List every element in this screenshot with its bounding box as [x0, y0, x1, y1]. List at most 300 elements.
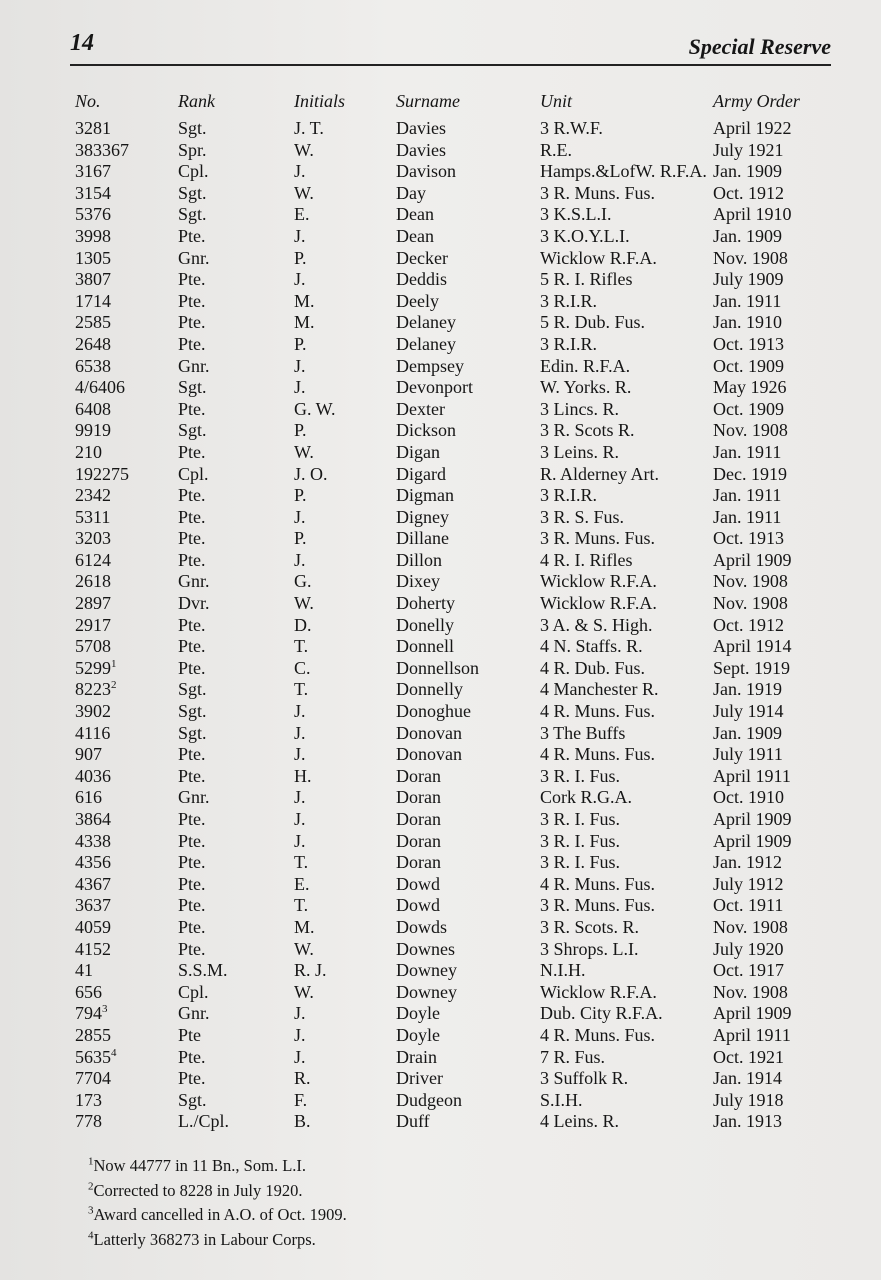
- cell-unit: Wicklow R.F.A.: [540, 571, 657, 592]
- table-row: [0, 226, 881, 248]
- cell-number: [75, 312, 111, 334]
- cell-unit: 3 A. & S. High.: [540, 614, 653, 635]
- cell-initials: E.: [294, 873, 310, 894]
- cell-surname: Dixey: [396, 571, 440, 592]
- cell-surname: Dexter: [396, 398, 445, 419]
- cell-number: [75, 334, 111, 356]
- column-header-initials: Initials: [294, 91, 346, 111]
- cell-number: [75, 917, 111, 939]
- cell-number-text: 4/6406: [75, 377, 126, 398]
- cell-unit: 3 R. I. Fus.: [540, 809, 621, 829]
- cell-initials: J.: [294, 1003, 306, 1024]
- cell-unit: R. Alderney Art.: [540, 463, 659, 484]
- cell-number-text: 2855: [75, 1024, 111, 1045]
- cell-surname: Dillane: [396, 528, 449, 549]
- cell-surname: Donnelly: [396, 679, 463, 700]
- cell-unit: Wicklow R.F.A.: [540, 593, 657, 614]
- cell-rank: Cpl.: [178, 161, 209, 182]
- cell-initials: E.: [294, 204, 310, 225]
- table-row: [0, 593, 881, 615]
- cell-initials: J. T.: [294, 118, 324, 138]
- cell-army-order: Oct. 1913: [713, 333, 784, 354]
- cell-rank: Pte.: [178, 485, 206, 506]
- footnote-text: Corrected to 8228 in July 1920.: [93, 1180, 303, 1200]
- cell-army-order: Nov. 1908: [713, 247, 788, 268]
- cell-surname: Dickson: [396, 420, 456, 441]
- cell-number-text: 1305: [75, 247, 111, 268]
- cell-surname: Doyle: [396, 1003, 440, 1024]
- cell-number: [75, 550, 111, 572]
- table-row: [0, 485, 881, 507]
- cell-army-order: Jan. 1909: [713, 225, 782, 246]
- section-title: Special Reserve: [688, 34, 831, 59]
- cell-unit: 3 R. Muns. Fus.: [540, 895, 656, 916]
- cell-number-text: 3154: [75, 182, 111, 203]
- cell-number-text: 9919: [75, 420, 111, 441]
- table-row: [0, 744, 881, 766]
- table-row: [0, 1047, 881, 1069]
- cell-number-text: 3902: [75, 701, 111, 722]
- cell-unit: 3 R. I. Fus.: [540, 830, 621, 851]
- cell-rank: Pte.: [178, 744, 206, 765]
- cell-unit: Dub. City R.F.A.: [540, 1003, 663, 1024]
- cell-number-text: 173: [75, 1089, 102, 1110]
- cell-rank: Spr.: [178, 139, 207, 160]
- cell-rank: Gnr.: [178, 355, 210, 376]
- table-row: [0, 939, 881, 961]
- cell-rank: Sgt.: [178, 204, 207, 225]
- cell-initials: W.: [294, 981, 314, 1002]
- cell-initials: J.: [294, 506, 306, 527]
- cell-army-order: Oct. 1921: [713, 1046, 784, 1067]
- cell-rank: Cpl.: [178, 981, 209, 1002]
- cell-initials: W.: [294, 938, 314, 959]
- cell-army-order: Oct. 1909: [713, 355, 784, 376]
- cell-initials: P.: [294, 333, 307, 354]
- table-row: [0, 615, 881, 637]
- cell-number-text: 907: [75, 744, 102, 765]
- cell-unit: 3 R. I. Fus.: [540, 852, 621, 873]
- cell-army-order: Nov. 1908: [713, 420, 788, 441]
- cell-number: [75, 701, 111, 723]
- cell-number: [75, 1025, 111, 1047]
- cell-surname: Delaney: [396, 312, 456, 333]
- cell-surname: Donovan: [396, 722, 462, 743]
- cell-army-order: Jan. 1909: [713, 161, 782, 182]
- cell-initials: T.: [294, 679, 309, 700]
- cell-unit: 3 R.I.R.: [540, 485, 598, 506]
- cell-number-text: 794: [75, 1003, 102, 1024]
- cell-unit: 4 R. Muns. Fus.: [540, 744, 656, 765]
- cell-army-order: April 1914: [713, 636, 792, 657]
- cell-unit: 3 Lincs. R.: [540, 398, 619, 419]
- cell-army-order: April 1909: [713, 809, 792, 829]
- cell-initials: C.: [294, 657, 311, 678]
- cell-initials: P.: [294, 420, 307, 441]
- cell-initials: R. J.: [294, 960, 327, 981]
- footnote-mark: 1: [88, 1155, 94, 1168]
- cell-army-order: Oct. 1913: [713, 528, 784, 549]
- cell-rank: Pte.: [178, 873, 206, 894]
- cell-unit: 3 R.W.F.: [540, 118, 603, 138]
- table-row: [0, 420, 881, 442]
- cell-number-text: 4338: [75, 830, 111, 851]
- cell-surname: Donnellson: [396, 657, 479, 678]
- cell-initials: P.: [294, 247, 307, 268]
- cell-number-text: 5376: [75, 204, 111, 225]
- footnote: [88, 1179, 347, 1204]
- table-row: [0, 658, 881, 680]
- cell-initials: B.: [294, 1111, 311, 1132]
- cell-initials: J. O.: [294, 463, 328, 484]
- cell-initials: P.: [294, 528, 307, 549]
- cell-number-text: 4152: [75, 938, 111, 959]
- table-row: [0, 831, 881, 853]
- cell-initials: W.: [294, 182, 314, 203]
- table-row: [0, 334, 881, 356]
- cell-unit: 4 N. Staffs. R.: [540, 636, 643, 657]
- cell-number: [75, 507, 110, 529]
- cell-surname: Digman: [396, 485, 454, 506]
- cell-surname: Downes: [396, 938, 455, 959]
- cell-surname: Downey: [396, 981, 457, 1002]
- cell-number-text: 8223: [75, 679, 111, 700]
- table-row: [0, 528, 881, 550]
- cell-surname: Dowd: [396, 895, 440, 916]
- column-header-unit: Unit: [540, 91, 573, 111]
- cell-number-text: 383367: [75, 139, 129, 160]
- cell-surname: Devonport: [396, 377, 473, 398]
- cell-rank: Pte.: [178, 549, 206, 570]
- table-row: [0, 377, 881, 399]
- cell-surname: Delaney: [396, 333, 456, 354]
- cell-number-text: 210: [75, 441, 102, 462]
- cell-rank: Pte.: [178, 528, 206, 549]
- cell-number: [75, 1111, 102, 1133]
- cell-number-text: 3864: [75, 809, 111, 829]
- cell-surname: Deely: [396, 290, 439, 311]
- cell-number-text: 4059: [75, 916, 111, 937]
- table-row: [0, 204, 881, 226]
- footnote: [88, 1203, 347, 1228]
- cell-unit: 5 R. I. Rifles: [540, 269, 633, 290]
- table-row: [0, 161, 881, 183]
- cell-rank: S.S.M.: [178, 960, 228, 981]
- cell-rank: L./Cpl.: [178, 1111, 230, 1132]
- footnote-marker: 2: [111, 679, 117, 692]
- cell-rank: Sgt.: [178, 1089, 207, 1110]
- cell-army-order: Oct. 1909: [713, 398, 784, 419]
- table-row: [0, 787, 881, 809]
- cell-army-order: Dec. 1919: [713, 463, 787, 484]
- cell-unit: 3 K.S.L.I.: [540, 204, 612, 225]
- cell-number: [75, 744, 102, 766]
- header-rule: [70, 64, 831, 66]
- cell-initials: H.: [294, 765, 312, 786]
- footnotes: [88, 1154, 347, 1252]
- cell-army-order: Nov. 1908: [713, 916, 788, 937]
- cell-number-text: 3167: [75, 161, 111, 182]
- cell-initials: G. W.: [294, 398, 336, 419]
- cell-initials: W.: [294, 139, 314, 160]
- cell-army-order: Sept. 1919: [713, 657, 791, 678]
- cell-number: [75, 679, 117, 701]
- cell-army-order: Jan. 1911: [713, 506, 782, 527]
- cell-army-order: Jan. 1911: [713, 485, 782, 506]
- cell-army-order: April 1911: [713, 1024, 791, 1045]
- cell-army-order: Jan. 1913: [713, 1111, 782, 1132]
- cell-number: [75, 140, 129, 162]
- cell-initials: G.: [294, 571, 312, 592]
- table-row: [0, 442, 881, 464]
- cell-initials: J.: [294, 830, 306, 851]
- cell-army-order: July 1918: [713, 1089, 784, 1110]
- cell-initials: T.: [294, 852, 309, 873]
- cell-unit: 4 R. Dub. Fus.: [540, 657, 646, 678]
- table-row: [0, 118, 881, 140]
- cell-army-order: July 1909: [713, 269, 784, 290]
- table-row: [0, 1111, 881, 1133]
- footnote-text: Latterly 368273 in Labour Corps.: [93, 1229, 316, 1249]
- cell-rank: Sgt.: [178, 722, 207, 743]
- cell-rank: Pte.: [178, 312, 206, 333]
- cell-surname: Donovan: [396, 744, 462, 765]
- table-row: [0, 1025, 881, 1047]
- cell-rank: Gnr.: [178, 247, 210, 268]
- cell-number: [75, 420, 111, 442]
- cell-number: [75, 204, 111, 226]
- cell-surname: Digan: [396, 441, 440, 462]
- cell-initials: J.: [294, 809, 306, 829]
- cell-unit: R.E.: [540, 139, 573, 160]
- cell-number-text: 41: [75, 960, 93, 981]
- table-row: [0, 679, 881, 701]
- cell-number-text: 6408: [75, 398, 111, 419]
- cell-army-order: April 1911: [713, 765, 791, 786]
- cell-unit: 4 Leins. R.: [540, 1111, 619, 1132]
- footnote-mark: 2: [88, 1180, 94, 1192]
- cell-number: [75, 615, 111, 637]
- cell-number: [75, 291, 111, 313]
- table-row: [0, 140, 881, 162]
- table-row: [0, 895, 881, 917]
- cell-number: [75, 809, 111, 831]
- cell-number: [75, 485, 111, 507]
- cell-surname: Digney: [396, 506, 449, 527]
- cell-army-order: April 1922: [713, 118, 792, 138]
- cell-army-order: Oct. 1912: [713, 614, 784, 635]
- cell-rank: Gnr.: [178, 1003, 210, 1024]
- cell-unit: S.I.H.: [540, 1089, 583, 1110]
- cell-rank: Pte.: [178, 636, 206, 657]
- cell-surname: Doran: [396, 852, 441, 873]
- cell-initials: D.: [294, 614, 312, 635]
- table-row: [0, 464, 881, 486]
- cell-number-text: 6538: [75, 355, 111, 376]
- cell-initials: W.: [294, 441, 314, 462]
- cell-number: [75, 852, 111, 874]
- cell-army-order: Jan. 1911: [713, 290, 782, 311]
- cell-rank: Sgt.: [178, 377, 207, 398]
- cell-number-text: 2585: [75, 312, 111, 333]
- cell-unit: 4 R. Muns. Fus.: [540, 701, 656, 722]
- table-row: [0, 723, 881, 745]
- cell-initials: T.: [294, 636, 309, 657]
- cell-army-order: April 1909: [713, 1003, 792, 1024]
- cell-initials: J.: [294, 269, 306, 290]
- table-row: [0, 183, 881, 205]
- cell-initials: J.: [294, 225, 306, 246]
- cell-unit: Wicklow R.F.A.: [540, 247, 657, 268]
- cell-army-order: Jan. 1910: [713, 312, 782, 333]
- footnote-text: Award cancelled in A.O. of Oct. 1909.: [93, 1205, 347, 1224]
- cell-rank: Pte: [178, 1024, 202, 1045]
- footnote: [88, 1228, 347, 1253]
- cell-rank: Pte.: [178, 225, 206, 246]
- cell-initials: P.: [294, 485, 307, 506]
- cell-army-order: Jan. 1909: [713, 722, 782, 743]
- cell-number-text: 2648: [75, 333, 111, 354]
- cell-army-order: July 1921: [713, 139, 784, 160]
- cell-army-order: April 1909: [713, 830, 792, 851]
- table-row: [0, 291, 881, 313]
- cell-initials: J.: [294, 549, 306, 570]
- cell-initials: M.: [294, 290, 315, 311]
- cell-surname: Drain: [396, 1046, 437, 1067]
- cell-number: [75, 1047, 117, 1069]
- table-row: [0, 269, 881, 291]
- cell-rank: Pte.: [178, 506, 206, 527]
- footnote-mark: 4: [88, 1229, 94, 1241]
- cell-number-text: 5708: [75, 636, 111, 657]
- cell-number-text: 4356: [75, 852, 111, 873]
- column-header-no: No.: [75, 91, 101, 111]
- cell-unit: Hamps.&LofW. R.F.A.: [540, 161, 707, 182]
- cell-unit: 4 R. I. Rifles: [540, 549, 633, 570]
- cell-surname: Davies: [396, 139, 446, 160]
- cell-surname: Donoghue: [396, 701, 471, 722]
- cell-army-order: Nov. 1908: [713, 981, 788, 1002]
- cell-number: [75, 658, 117, 680]
- cell-number-text: 5635: [75, 1046, 111, 1067]
- cell-unit: 4 R. Muns. Fus.: [540, 873, 656, 894]
- cell-number-text: 3203: [75, 528, 111, 549]
- cell-unit: 3 Shrops. L.I.: [540, 938, 639, 959]
- cell-rank: Pte.: [178, 657, 206, 678]
- cell-rank: Pte.: [178, 1046, 206, 1067]
- cell-surname: Doran: [396, 830, 441, 851]
- cell-number: [75, 248, 111, 270]
- cell-number: [75, 939, 111, 961]
- cell-surname: Doherty: [396, 593, 455, 614]
- cell-surname: Dean: [396, 204, 434, 225]
- footnote: [88, 1154, 347, 1179]
- cell-unit: 3 R. Muns. Fus.: [540, 528, 656, 549]
- cell-number-text: 3637: [75, 895, 111, 916]
- table-row: [0, 1003, 881, 1025]
- cell-unit: 3 R. I. Fus.: [540, 765, 621, 786]
- cell-number: [75, 895, 111, 917]
- cell-number: [75, 528, 111, 550]
- cell-unit: Wicklow R.F.A.: [540, 981, 657, 1002]
- cell-surname: Doran: [396, 809, 441, 829]
- cell-initials: J.: [294, 1046, 306, 1067]
- footnote-marker: 1: [111, 657, 117, 670]
- column-header-rank: Rank: [178, 91, 215, 111]
- cell-number-text: 7704: [75, 1068, 111, 1089]
- cell-initials: J.: [294, 355, 306, 376]
- cell-unit: 3 Leins. R.: [540, 441, 619, 462]
- table-row: [0, 399, 881, 421]
- page-number: 14: [70, 30, 94, 56]
- table-row: [0, 1068, 881, 1090]
- cell-number: [75, 831, 111, 853]
- cell-number: [75, 226, 111, 248]
- cell-number: [75, 1003, 108, 1025]
- cell-number-text: 3281: [75, 118, 111, 138]
- cell-number: [75, 636, 111, 658]
- footnote-marker: 4: [111, 1046, 117, 1059]
- cell-rank: Sgt.: [178, 420, 207, 441]
- cell-rank: Pte.: [178, 895, 206, 916]
- cell-army-order: July 1912: [713, 873, 784, 894]
- cell-surname: Dillon: [396, 549, 443, 570]
- cell-rank: Cpl.: [178, 463, 209, 484]
- table-row: [0, 960, 881, 982]
- cell-rank: Pte.: [178, 938, 206, 959]
- cell-number: [75, 118, 111, 140]
- cell-unit: 4 R. Muns. Fus.: [540, 1024, 656, 1045]
- cell-surname: Dudgeon: [396, 1089, 462, 1110]
- cell-surname: Day: [396, 182, 426, 203]
- cell-number-text: 2917: [75, 614, 111, 635]
- cell-army-order: Oct. 1911: [713, 895, 784, 916]
- cell-number-text: 3998: [75, 225, 111, 246]
- cell-unit: 3 R.I.R.: [540, 290, 598, 311]
- cell-army-order: Nov. 1908: [713, 571, 788, 592]
- table-row: [0, 852, 881, 874]
- cell-initials: T.: [294, 895, 309, 916]
- cell-surname: Dean: [396, 225, 434, 246]
- cell-initials: R.: [294, 1068, 311, 1089]
- cell-surname: Doran: [396, 787, 441, 808]
- table-row: [0, 571, 881, 593]
- cell-number: [75, 723, 110, 745]
- cell-unit: 3 R. Muns. Fus.: [540, 182, 656, 203]
- cell-number-text: 192275: [75, 463, 129, 484]
- cell-number-text: 4036: [75, 765, 111, 786]
- cell-surname: Deddis: [396, 269, 447, 290]
- cell-number: [75, 356, 111, 378]
- cell-unit: 4 Manchester R.: [540, 679, 659, 700]
- cell-rank: Pte.: [178, 830, 206, 851]
- cell-army-order: July 1914: [713, 701, 784, 722]
- cell-number: [75, 766, 111, 788]
- cell-surname: Doran: [396, 765, 441, 786]
- cell-number: [75, 982, 102, 1004]
- cell-number-text: 4116: [75, 722, 111, 743]
- cell-army-order: Jan. 1911: [713, 441, 782, 462]
- cell-surname: Digard: [396, 463, 446, 484]
- cell-unit: N.I.H.: [540, 960, 586, 981]
- cell-number: [75, 464, 129, 486]
- cell-surname: Doyle: [396, 1024, 440, 1045]
- cell-unit: 3 Suffolk R.: [540, 1068, 629, 1089]
- cell-number: [75, 161, 111, 183]
- cell-number-text: 3807: [75, 269, 111, 290]
- cell-rank: Sgt.: [178, 118, 207, 138]
- cell-number-text: 5311: [75, 506, 111, 527]
